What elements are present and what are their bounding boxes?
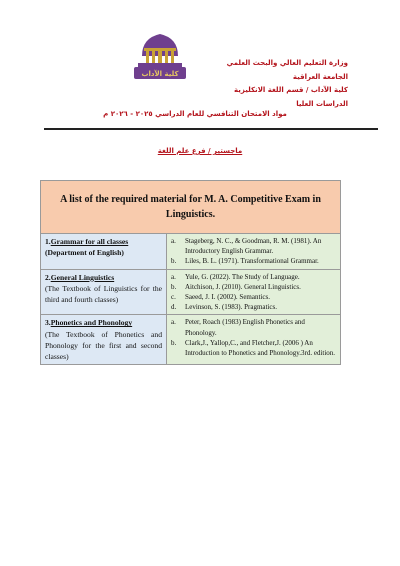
reference-item: [171, 302, 338, 312]
category-description: (The Textbook of Linguistics for the third and fourth classes): [45, 283, 162, 305]
table-body: [41, 234, 341, 365]
reference-item: [171, 292, 338, 302]
reference-letter: a.: [171, 237, 176, 245]
reference-letter: b.: [171, 257, 177, 266]
table-title: A list of the required material for M. A. Competitive Exam in Linguistics.: [41, 181, 341, 234]
reference-letter: b.: [171, 338, 177, 347]
reference-letter: a.: [171, 318, 176, 327]
category-description: (The Textbook of Phonetics and Phonology for the first and second classes): [45, 329, 162, 362]
postgrad-line: الدراسات العليا: [296, 99, 348, 108]
table-header-row: [41, 181, 341, 234]
category-name: General Linguistics: [50, 272, 115, 282]
category-cell: [41, 234, 167, 270]
reference-item: [171, 236, 338, 256]
reference-letter: d.: [171, 303, 177, 312]
category-cell: [41, 269, 167, 315]
reference-item: [171, 256, 338, 266]
reference-text: Stageberg, N. C., & Goodman, R. M. (1981). An Introductory English Grammar.: [185, 237, 322, 256]
exam-title: مواد الامتحان التنافسي للعام الدراسي ٢٠٢٥ - ٢٠٢٦ م: [103, 110, 287, 118]
table-row: [41, 269, 341, 315]
logo-text: كلية الآداب: [141, 70, 179, 78]
program-subtitle: ماجستير / فرع علم اللغة: [157, 147, 243, 155]
category-number: 1.: [45, 237, 51, 246]
reference-item: [171, 272, 338, 282]
reference-text: Aitchison, J. (2010). General Linguistics.: [185, 282, 301, 291]
ministry-block: [198, 57, 348, 111]
reference-item: [171, 338, 338, 358]
reference-text: Saeed, J. I. (2002). Semantics.: [185, 293, 270, 302]
table-row: [41, 315, 341, 365]
references-cell: [167, 234, 341, 270]
university-line: الجامعة العراقية: [292, 72, 348, 81]
category-name: Grammar for all classes: [50, 237, 129, 246]
references-cell: [167, 315, 341, 365]
reference-text: Yule, G. (2022). The Study of Language.: [185, 272, 300, 281]
college-logo: [128, 30, 192, 82]
reference-text: Liles, B. L. (1971). Transformational Grammar.: [185, 257, 319, 266]
reference-item: [171, 282, 338, 292]
ministry-line: وزارة التعليم العالي والبحث العلمي: [226, 59, 348, 67]
reference-letter: c.: [171, 293, 176, 302]
category-name: Phonetics and Phonology: [50, 318, 133, 328]
category-number: 2.: [45, 272, 51, 282]
reference-letter: a.: [171, 272, 176, 281]
header-divider: [44, 128, 378, 130]
reference-text: Levinson, S. (1983). Pragmatics.: [185, 303, 277, 312]
reference-item: [171, 317, 338, 337]
category-number: 3.: [45, 318, 51, 328]
reference-letter: b.: [171, 282, 177, 291]
table-row: [41, 234, 341, 270]
category-description: (Department of English): [45, 248, 124, 258]
reference-text: Peter, Roach (1983) English Phonetics and Phonology.: [185, 318, 305, 337]
category-cell: [41, 315, 167, 365]
references-cell: [167, 269, 341, 315]
reference-text: Clark,J., Yallop,C., and Fletcher,J. (2006 ) An Introduction to Phonetics and Phonology.3rd. edition.: [185, 338, 336, 358]
materials-table: [40, 180, 341, 365]
college-line: كلية الآداب / قسم اللغة الانكليزية: [234, 86, 348, 94]
